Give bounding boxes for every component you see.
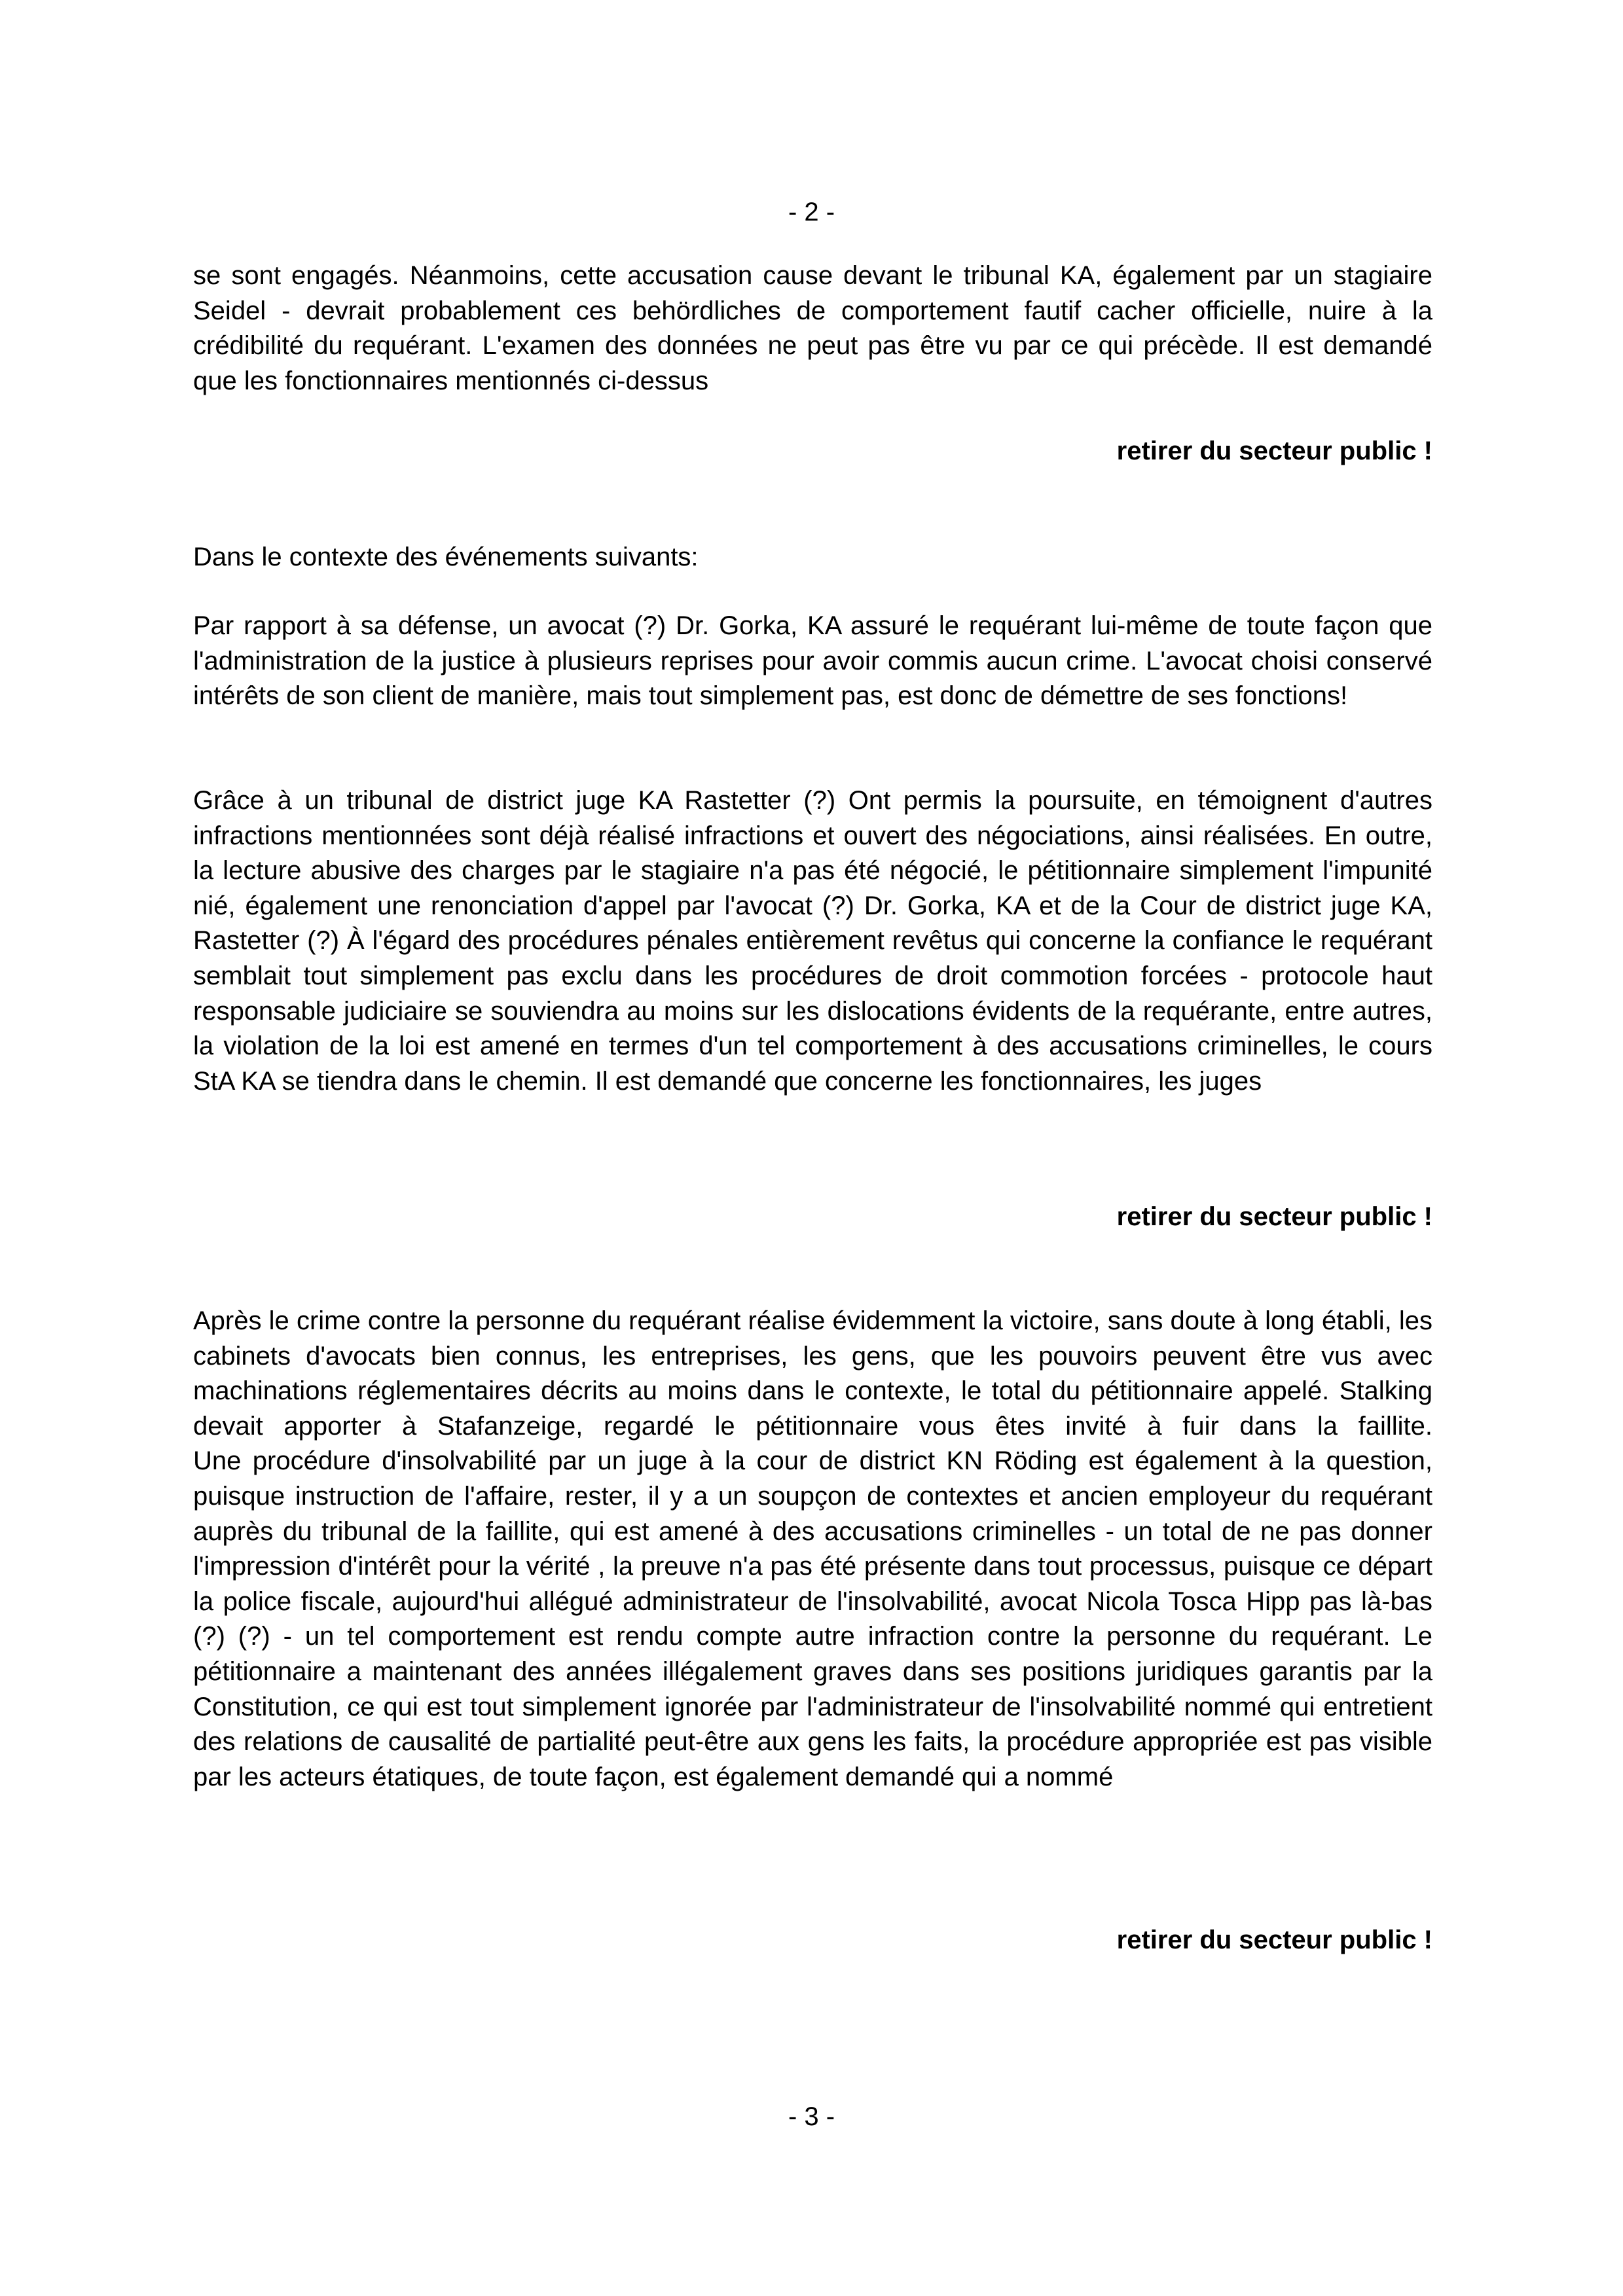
page-number-top: - 2 - — [788, 198, 835, 226]
paragraph-4 — [193, 783, 1432, 1099]
paragraph-5 — [193, 1304, 1432, 1795]
paragraph-3-text: Par rapport à sa défense, un avocat (?) Dr. Gorka, KA assuré le requérant lui-même de toute façon que l'administration de la justice à plusieurs reprises pour avoir commis aucun crime. L'avocat choisi conservé intérêts de son client de manière, mais tout simplement pas, est donc de démettre de ses fonctions! — [193, 611, 1432, 711]
paragraph-5a-text: Après le crime contre la personne du requérant réalise évidemment la victoire, sans doute à long établi, les cabinets d'avocats bien connus, les entreprises, les gens, que les pouvoirs peuvent être vus avec machinations réglementaires décrits au moins dans le contexte, le total du pétitionnaire appelé. Stalking devait apporter à Stafanzeige, regardé le pétitionnaire vous êtes invité à fuir dans la faillite. — [193, 1306, 1432, 1441]
closing-statement-1: retirer du secteur public ! — [1116, 437, 1432, 465]
page-number-bottom: - 3 - — [788, 2102, 835, 2131]
closing-statement-3: retirer du secteur public ! — [1116, 1926, 1432, 1954]
closing-statement-2: retirer du secteur public ! — [1116, 1202, 1432, 1231]
paragraph-1-text: se sont engagés. Néanmoins, cette accusation cause devant le tribunal KA, également par un stagiaire Seidel - devrait probablement ces behördliches de comportement fautif cacher officielle, nuire à la crédibilité du requérant. L'examen des données ne peut pas être vu par ce qui précède. Il est demandé que les fonctionnaires mentionnés ci-dessus — [193, 261, 1432, 395]
paragraph-5b-text: Une procédure d'insolvabilité par un juge à la cour de district KN Röding est également à la question, puisque instruction de l'affaire, rester, il y a un soupçon de contextes et ancien employeur du requérant auprès du tribunal de la faillite, qui est amené à des accusations criminelles - un total de ne pas donner l'impression d'intérêt pour la vérité , la preuve n'a pas été présente dans tout processus, puisque ce départ la police fiscale, aujourd'hui allégué administrateur de l'insolvabilité, avocat Nicola Tosca Hipp pas là-bas (?) (?) - un tel comportement est rendu compte autre infraction contre la personne du requérant. Le pétitionnaire a maintenant des années illégalement graves dans ses positions juridiques garantis par la Constitution, ce qui est tout simplement ignorée par l'administrateur de l'insolvabilité nommé qui entretient des relations de causalité de partialité peut-être aux gens les faits, la procédure appropriée est pas visible par les acteurs étatiques, de toute façon, est également demandé qui a nommé — [193, 1446, 1432, 1791]
paragraph-3 — [193, 609, 1432, 714]
paragraph-2 — [193, 540, 1432, 575]
paragraph-4-text: Grâce à un tribunal de district juge KA Rastetter (?) Ont permis la poursuite, en témoignent d'autres infractions mentionnées sont déjà réalisé infractions et ouvert des négociations, ainsi réalisées. En outre, la lecture abusive des charges par le stagiaire n'a pas été négocié, le pétitionnaire simplement l'impunité nié, également une renonciation d'appel par l'avocat (?) Dr. Gorka, KA et de la Cour de district juge KA, Rastetter (?) À l'égard des procédures pénales entièrement revêtus qui concerne la confiance le requérant semblait tout simplement pas exclu dans les procédures de droit commotion forcées - protocole haut responsable judiciaire se souviendra au moins sur les dislocations évidents de la requérante, entre autres, la violation de la loi est amené en termes d'un tel comportement à des accusations criminelles, le cours StA KA se tiendra dans le chemin. Il est demandé que concerne les fonctionnaires, les juges — [193, 786, 1432, 1096]
paragraph-2-text: Dans le contexte des événements suivants: — [193, 543, 699, 571]
paragraph-1 — [193, 259, 1432, 399]
